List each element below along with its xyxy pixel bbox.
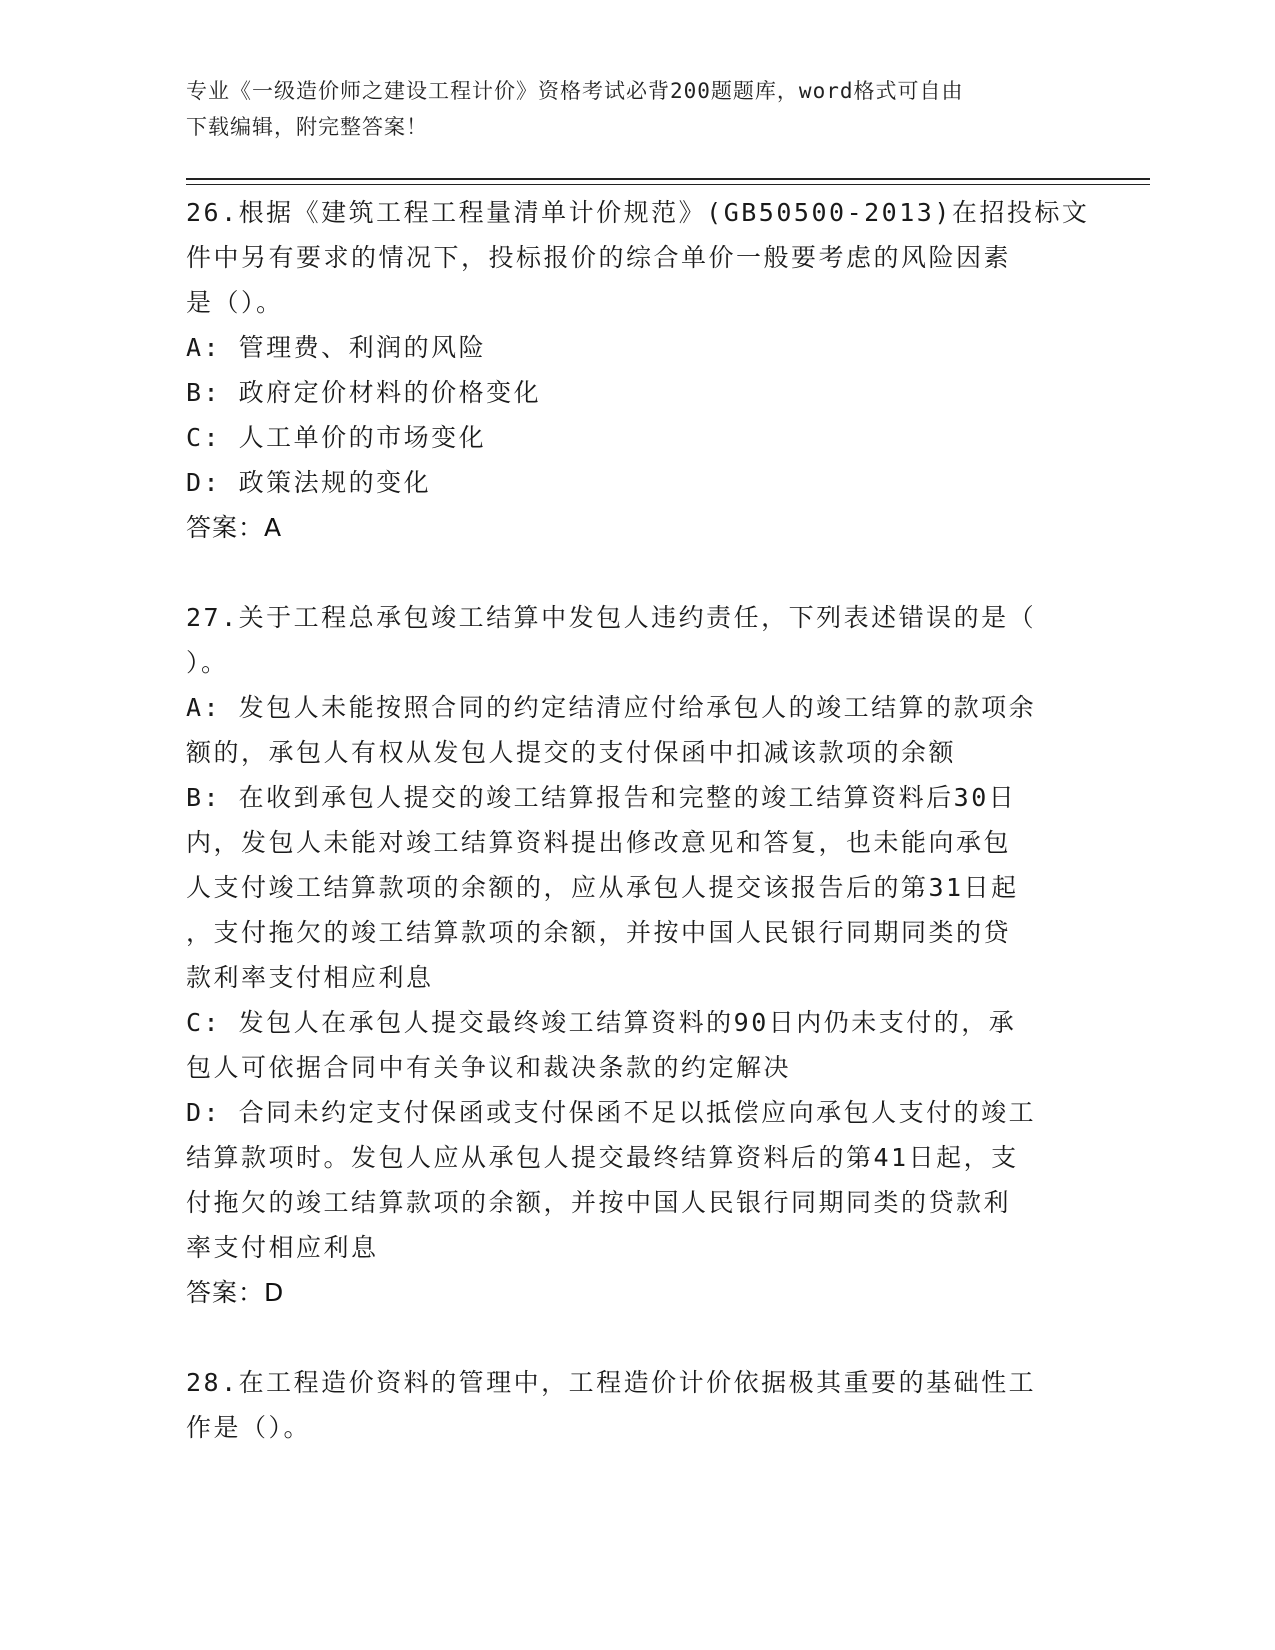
answer-label: 答案：A (186, 513, 283, 542)
question-stem-line: 件中另有要求的情况下，投标报价的综合单价一般要考虑的风险因素 (186, 243, 1012, 272)
option-b-continued: 款利率支付相应利息 (186, 963, 434, 992)
option-c-continued: 包人可依据合同中有关争议和裁决条款的约定解决 (186, 1053, 792, 1082)
option-b-continued: 内，发包人未能对竣工结算资料提出修改意见和答复，也未能向承包 (186, 828, 1012, 857)
document-header (186, 73, 1066, 145)
question-stem-line: 26.根据《建筑工程工程量清单计价规范》(GB50500-2013)在招投标文 (186, 198, 1090, 227)
option-b-continued: ，支付拖欠的竣工结算款项的余额，并按中国人民银行同期同类的贷 (186, 918, 1012, 947)
question-item (186, 595, 1076, 1315)
question-spacer (186, 1315, 1076, 1360)
option-b: B: 在收到承包人提交的竣工结算报告和完整的竣工结算资料后30日 (186, 783, 1017, 812)
question-item (186, 190, 1090, 550)
option-b: B: 政府定价材料的价格变化 (186, 378, 542, 407)
question-stem-line: 27.关于工程总承包竣工结算中发包人违约责任，下列表述错误的是（ (186, 603, 1037, 632)
header-line: 专业《一级造价师之建设工程计价》资格考试必背200题题库，word格式可自由 (186, 79, 964, 103)
question-stem-line: ）。 (186, 648, 229, 677)
option-a: A: 发包人未能按照合同的约定结清应付给承包人的竣工结算的款项余 (186, 693, 1037, 722)
question-stem-line: 28.在工程造价资料的管理中，工程造价计价依据极其重要的基础性工 (186, 1368, 1037, 1397)
answer-label: 答案：D (186, 1278, 285, 1307)
option-a-continued: 额的，承包人有权从发包人提交的支付保函中扣减该款项的余额 (186, 738, 957, 767)
option-d-continued: 付拖欠的竣工结算款项的余额，并按中国人民银行同期同类的贷款利 (186, 1188, 1012, 1217)
question-item (186, 1360, 1076, 1450)
option-c: C: 人工单价的市场变化 (186, 423, 487, 452)
question-stem-line: 作是（）。 (186, 1413, 312, 1442)
header-divider-thin (186, 184, 1150, 185)
option-b-continued: 人支付竣工结算款项的余额的，应从承包人提交该报告后的第31日起 (186, 873, 1019, 902)
header-divider-thick (186, 178, 1150, 180)
option-c: C: 发包人在承包人提交最终竣工结算资料的90日内仍未支付的，承 (186, 1008, 1017, 1037)
header-line: 下载编辑，附完整答案！ (186, 115, 428, 139)
question-spacer (186, 550, 1076, 595)
option-a: A: 管理费、利润的风险 (186, 333, 487, 362)
question-list (186, 190, 1090, 1450)
option-d-continued: 结算款项时。发包人应从承包人提交最终结算资料后的第41日起，支 (186, 1143, 1019, 1172)
option-d-continued: 率支付相应利息 (186, 1233, 379, 1262)
option-d: D: 政策法规的变化 (186, 468, 432, 497)
question-stem-line: 是（）。 (186, 288, 284, 317)
option-d: D: 合同未约定支付保函或支付保函不足以抵偿应向承包人支付的竣工 (186, 1098, 1037, 1127)
